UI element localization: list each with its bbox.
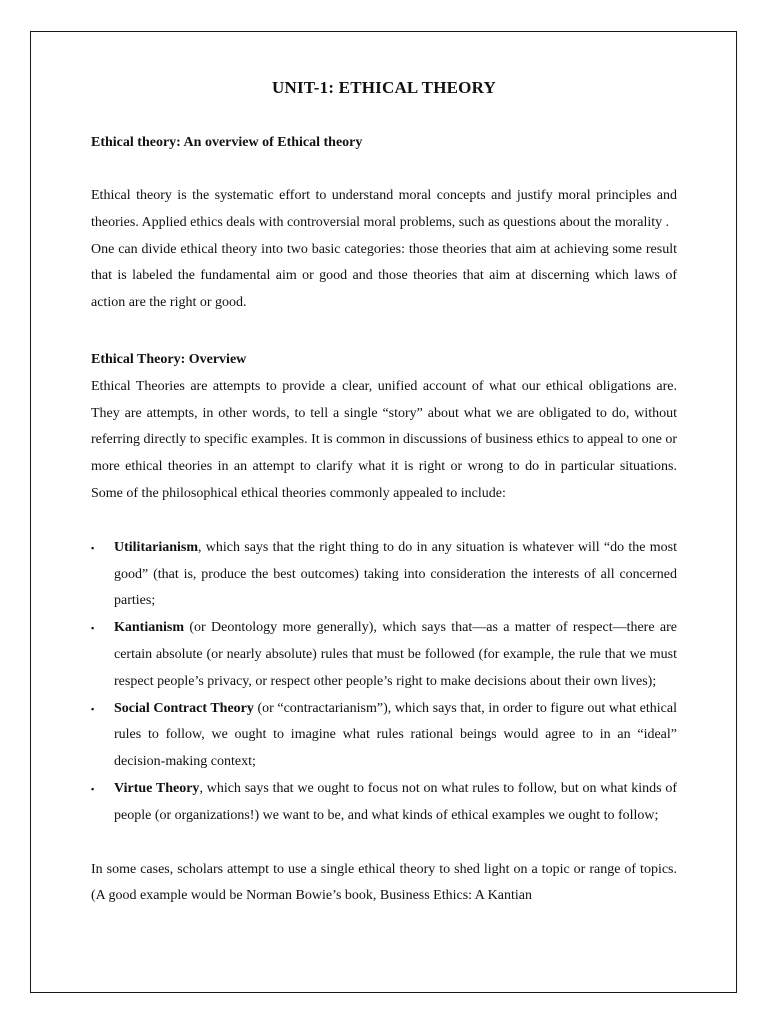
paragraph-ethical-theories: Ethical Theories are attempts to provide a clear, unified account of what our ethical obligations are. They are attempts, in other words, to tell a single “story” about what we are obligated to do, without referring directly to specific examples. It is common in discussions of business ethics to appeal to one or more ethical theories in an attempt to clarify what it is right or wrong to do in particular situations. Some of the philosophical ethical theories commonly appealed to include:	[91, 378, 677, 501]
section-heading-overview: Ethical theory: An overview of Ethical theory	[91, 135, 363, 150]
section-heading-theory-overview: Ethical Theory: Overview	[91, 351, 247, 367]
list-item-social-contract	[91, 696, 677, 776]
theory-description: (or Deontology more generally), which says that—as a matter of respect—there are certain absolute (or nearly absolute) rules that must be followed (for example, the rule that we must respect people’s privacy, or respect other people’s right to make decisions about their own lives);	[114, 620, 677, 689]
theory-description: , which says that we ought to focus not on what rules to follow, but on what kinds of people (or organizations!) we want to be, and what kinds of ethical examples we ought to follow;	[114, 780, 678, 823]
document-title: UNIT-1: ETHICAL THEORY	[272, 78, 496, 97]
paragraph-categories: One can divide ethical theory into two basic categories: those theories that aim at achieving some result that is labeled the fundamental aim or good and those theories that aim at discerning which laws of action are the right or good.	[91, 241, 677, 311]
page-frame	[30, 31, 737, 993]
theory-term: Utilitarianism	[114, 539, 198, 555]
theories-list	[91, 535, 677, 830]
bullet-icon: ▪	[91, 783, 95, 794]
list-item-virtue-theory	[91, 776, 677, 830]
list-item-utilitarianism	[91, 535, 677, 615]
bullet-icon: ▪	[91, 542, 95, 553]
document-body	[91, 76, 677, 910]
bullet-icon: ▪	[91, 623, 95, 634]
theory-term: Kantianism	[114, 620, 185, 636]
list-item-kantianism	[91, 615, 677, 695]
theory-description: , which says that the right thing to do in any situation is whatever will “do the most good” (that is, produce the best outcomes) taking into consideration the interests of all concerned parties;	[114, 539, 677, 609]
theory-description: (or “contractarianism”), which says that, in order to figure out what ethical rules to follow, we ought to imagine what rules rational beings would agree to in an “ideal” decision-making context;	[114, 700, 677, 770]
paragraph-definition: Ethical theory is the systematic effort to understand moral concepts and justify moral principles and theories. Applied ethics deals with controversial moral problems, such as questions about the morality .	[91, 188, 677, 230]
theory-term: Social Contract Theory	[114, 700, 254, 716]
bullet-icon: ▪	[91, 703, 95, 714]
paragraph-single-theory: In some cases, scholars attempt to use a single ethical theory to shed light on a topic or range of topics. (A good example would be Norman Bowie’s book, Business Ethics: A Kantian	[91, 861, 677, 904]
theory-term: Virtue Theory	[114, 780, 200, 796]
